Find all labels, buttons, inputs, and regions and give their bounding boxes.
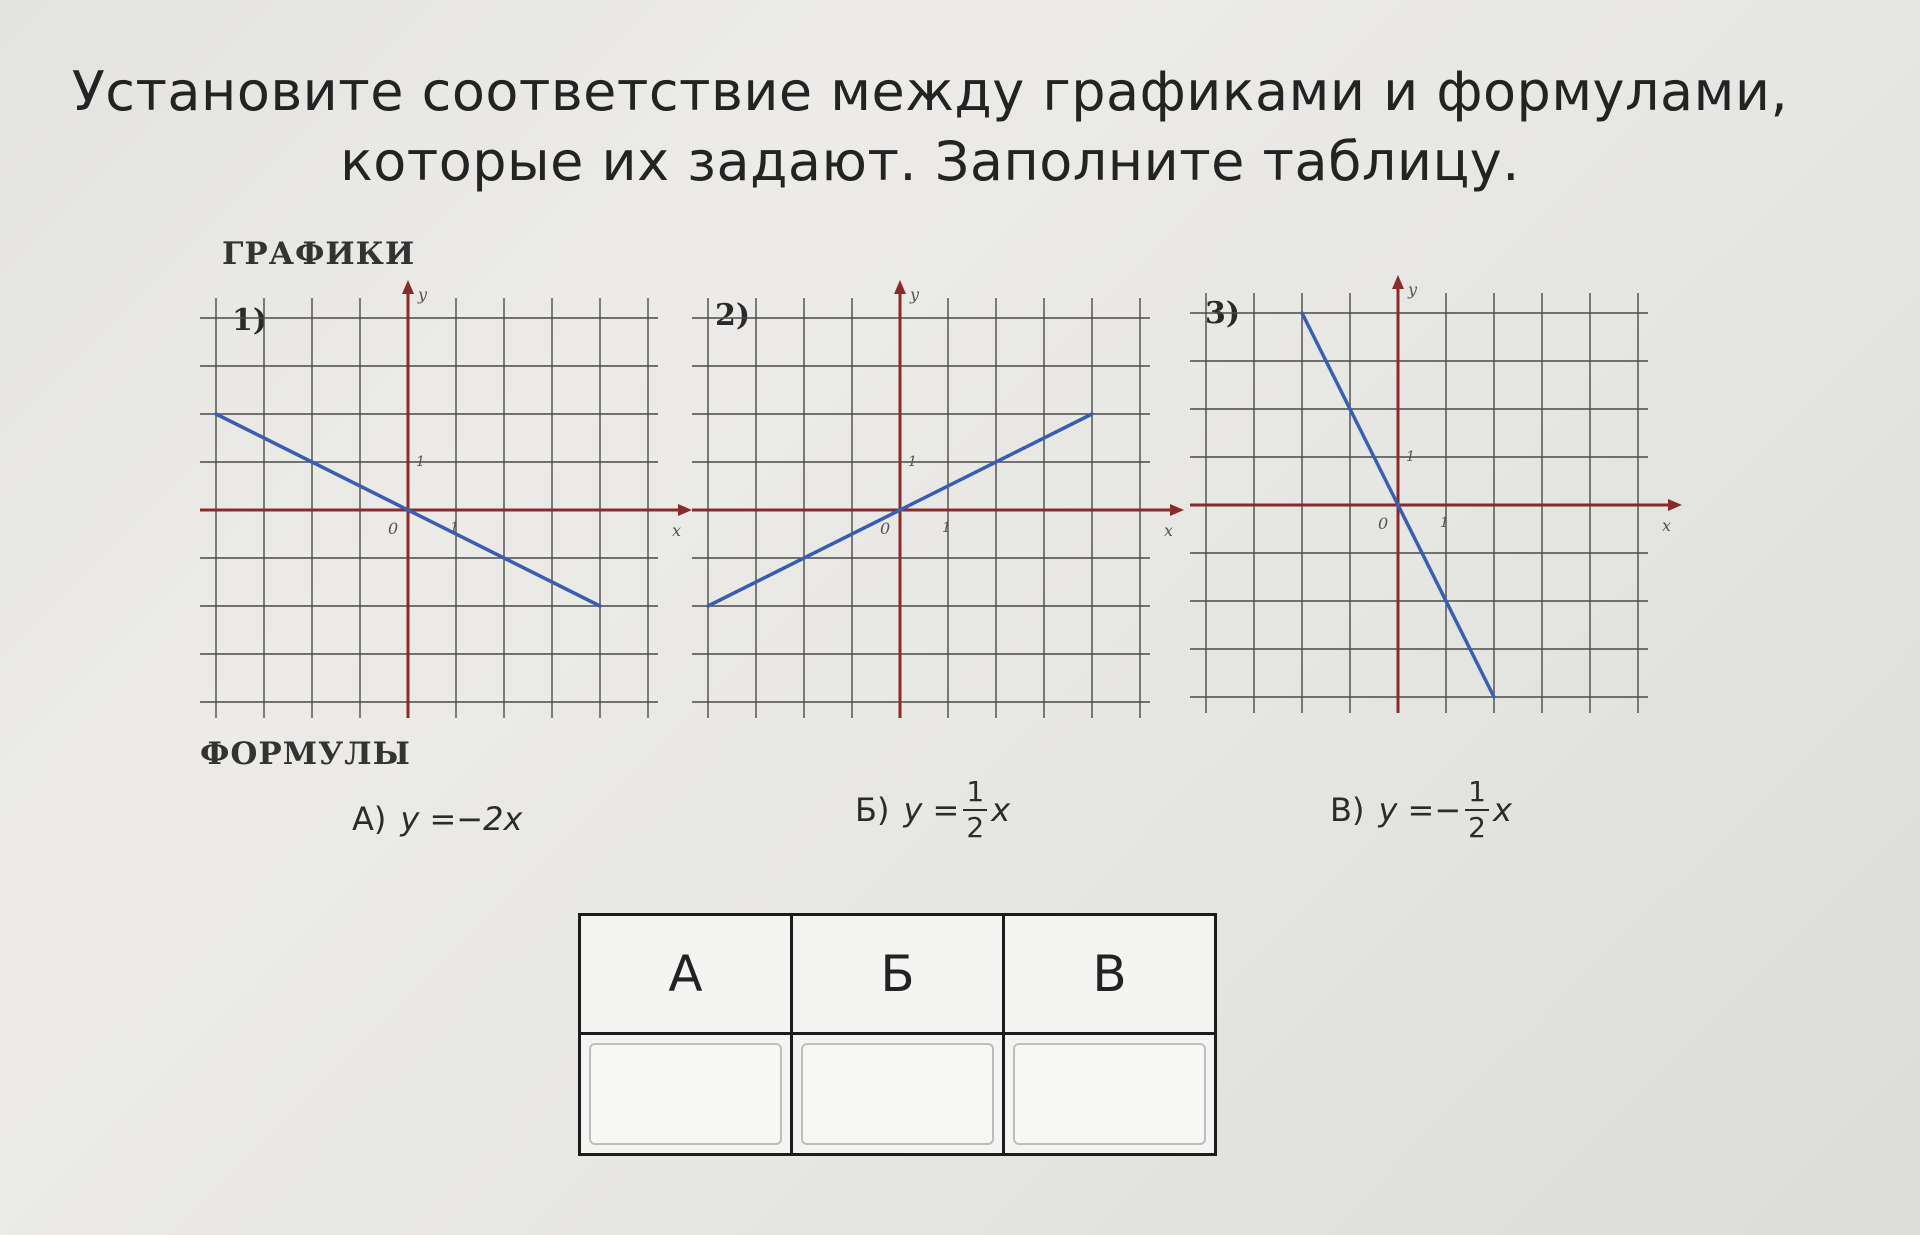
formula-c-letter: В) xyxy=(1330,791,1365,829)
formula-c-denominator: 2 xyxy=(1468,811,1486,844)
grid xyxy=(1190,293,1648,713)
task-title-line-2: которые их задают. Заполните таблицу. xyxy=(340,130,1520,193)
y-axis-label: y xyxy=(1408,280,1418,299)
answer-cell-a-wrap xyxy=(580,1034,792,1155)
formula-b-variable: x xyxy=(991,791,1011,829)
unit-y-label: 1 xyxy=(908,454,917,470)
answer-table xyxy=(578,913,1217,1156)
unit-x-label: 1 xyxy=(942,520,951,536)
origin-label: 0 xyxy=(1378,514,1389,533)
formula-c-sign: − xyxy=(1434,791,1462,829)
formula-b xyxy=(855,775,1011,844)
answer-table-answer-row xyxy=(580,1034,1216,1155)
grid xyxy=(200,298,658,718)
answer-table-header-row xyxy=(580,915,1216,1034)
answer-header-a: А xyxy=(580,915,792,1034)
formula-b-letter: Б) xyxy=(855,791,890,829)
unit-x-label: 1 xyxy=(1440,515,1449,531)
task-title-line-1: Установите соответствие между графиками и формулами, xyxy=(71,60,1789,123)
formula-a-rhs: −2x xyxy=(456,800,523,838)
origin-label: 0 xyxy=(880,519,891,538)
graph-3-number: 3) xyxy=(1205,296,1241,331)
y-axis-arrow xyxy=(402,280,414,294)
formula-c-lhs: y = xyxy=(1378,791,1435,829)
answer-header-c: В xyxy=(1004,915,1216,1034)
formula-a-lhs: y = xyxy=(400,800,457,838)
unit-y-label: 1 xyxy=(1406,449,1415,465)
graph-2 xyxy=(720,285,1174,720)
formula-b-lhs: y = xyxy=(903,791,960,829)
unit-y-label: 1 xyxy=(416,454,425,470)
answer-cell-a[interactable] xyxy=(589,1043,782,1145)
formula-c-variable: x xyxy=(1493,791,1512,829)
graph-3 xyxy=(1218,280,1672,715)
answer-cell-c[interactable] xyxy=(1013,1043,1206,1145)
graph-1-number: 1) xyxy=(232,303,268,338)
x-axis-arrow xyxy=(1668,499,1682,511)
graph-1 xyxy=(228,285,682,720)
formula-a-letter: А) xyxy=(352,800,387,838)
unit-x-label: 1 xyxy=(450,520,459,536)
formula-b-fraction xyxy=(963,775,987,844)
formula-c xyxy=(1330,775,1512,844)
y-axis-arrow xyxy=(1392,275,1404,289)
answer-cell-b-wrap xyxy=(792,1034,1004,1155)
answer-cell-b[interactable] xyxy=(801,1043,994,1145)
x-axis-label: x xyxy=(1662,516,1672,535)
y-axis-arrow xyxy=(894,280,906,294)
formula-b-denominator: 2 xyxy=(966,811,985,844)
graphs-section-label: ГРАФИКИ xyxy=(222,236,416,272)
y-axis-label: y xyxy=(418,285,428,304)
y-axis-label: y xyxy=(910,285,920,304)
formula-c-fraction xyxy=(1465,775,1489,844)
formula-a xyxy=(352,800,522,838)
x-axis-label: x xyxy=(672,521,682,540)
formula-b-numerator: 1 xyxy=(963,778,987,811)
graph-2-number: 2) xyxy=(715,298,751,333)
x-axis-arrow xyxy=(678,504,692,516)
formulas-section-label: ФОРМУЛЫ xyxy=(200,736,411,772)
answer-cell-c-wrap xyxy=(1004,1034,1216,1155)
answer-header-b: Б xyxy=(792,915,1004,1034)
grid xyxy=(692,298,1150,718)
formula-c-numerator: 1 xyxy=(1465,778,1489,811)
origin-label: 0 xyxy=(388,519,399,538)
x-axis-arrow xyxy=(1170,504,1184,516)
x-axis-label: x xyxy=(1164,521,1174,540)
